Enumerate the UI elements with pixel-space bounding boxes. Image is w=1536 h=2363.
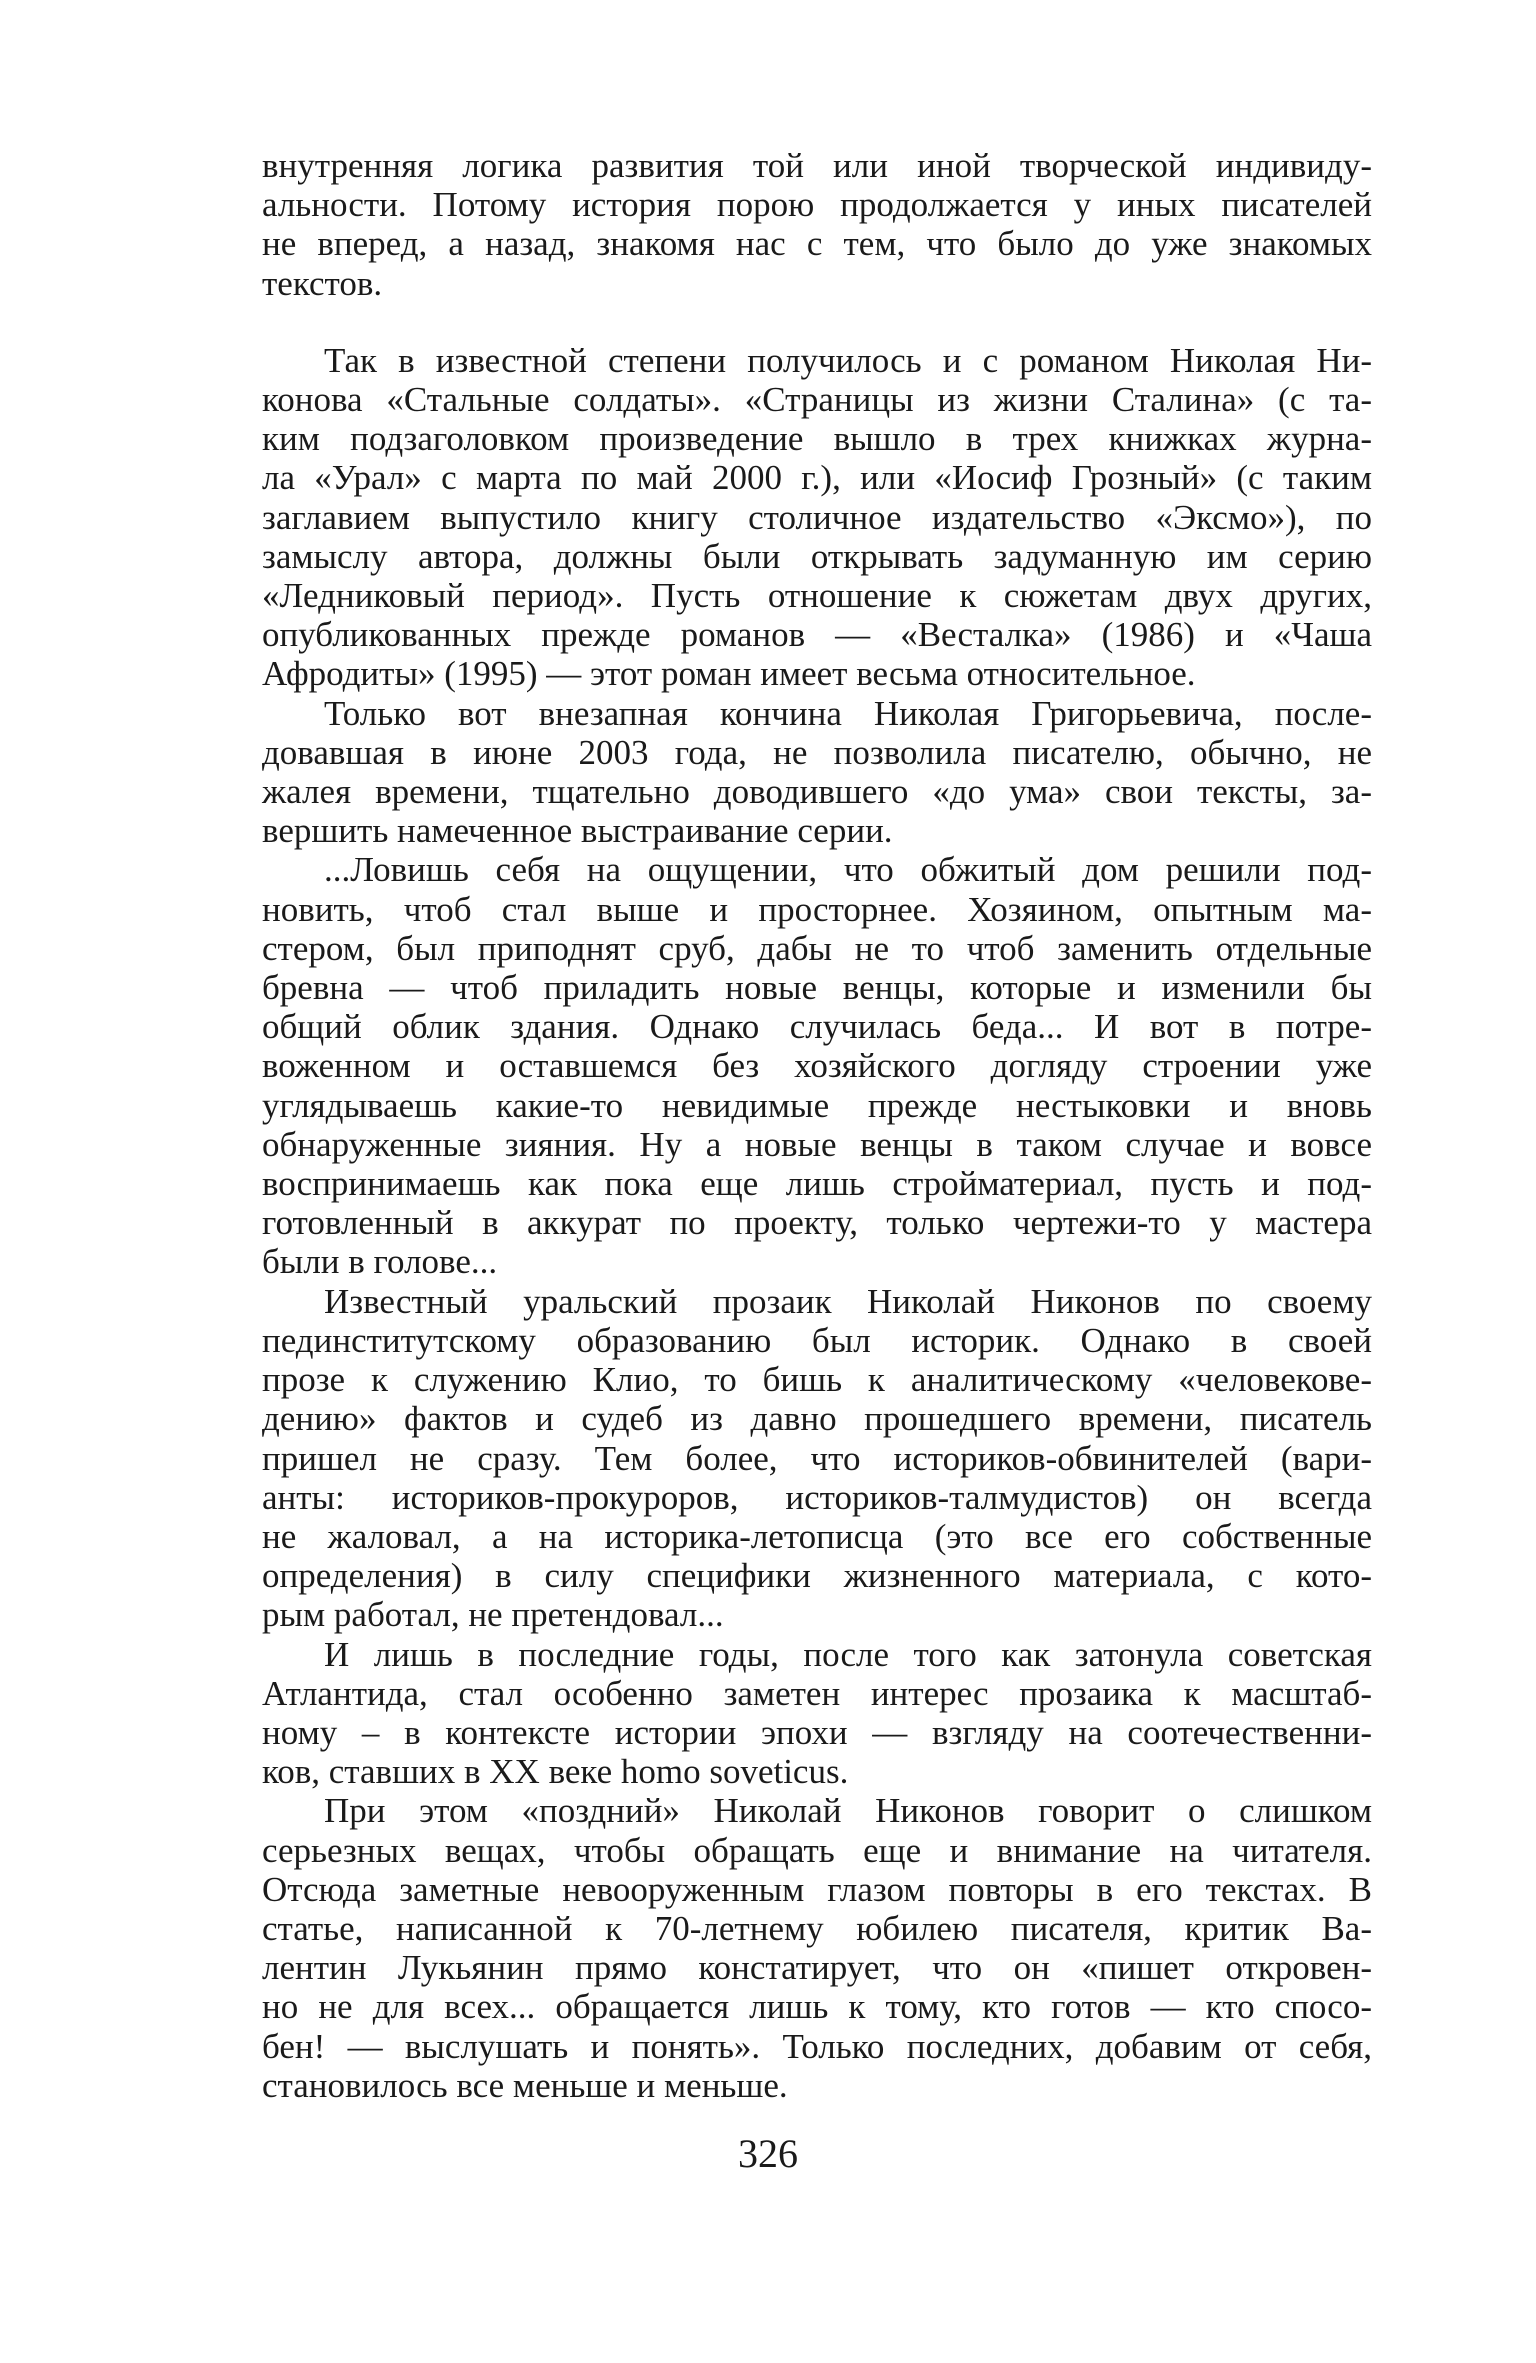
text-line: не вперед, а назад, знакомя нас с тем, что было до уже знакомых: [262, 224, 1372, 264]
text-line: определения) в силу специфики жизненного материала, с кото-: [262, 1556, 1372, 1596]
text-line: внутренняя логика развития той или иной творческой индивиду-: [262, 146, 1372, 185]
text-line: не жаловал, а на историка-летописца (это все его собственные: [262, 1516, 1372, 1556]
text-line: воженном и оставшемся без хозяйского догляду строении уже: [262, 1046, 1372, 1086]
text-line: лентин Лукьянин прямо констатирует, что он «пишет откровен-: [262, 1948, 1372, 1988]
paragraph: [262, 1282, 1372, 1635]
text-line: Афродиты» (1995) — этот роман имеет весьма относительное.: [262, 654, 1196, 694]
text-line: прозе к служению Клио, то бишь к аналитическому «человекове-: [262, 1360, 1372, 1400]
text-line: пединститутскому образованию был историк. Однако в своей: [262, 1320, 1372, 1360]
text-line: углядываешь какие-то невидимые прежде нестыковки и вновь: [262, 1085, 1372, 1125]
text-line: Так в известной степени получилось и с романом Николая Ни-: [324, 340, 1372, 380]
paragraph: [262, 850, 1372, 1281]
text-line: ков, ставших в XX веке homo soveticus.: [262, 1752, 849, 1792]
page-number: 326: [738, 2131, 798, 2176]
paragraph: [262, 341, 1372, 694]
text-line: были в голове...: [262, 1242, 498, 1282]
paragraph: [262, 1791, 1372, 2105]
text-line: ла «Урал» с марта по май 2000 г.), или «Иосиф Грозный» (с таким: [262, 458, 1372, 498]
text-line: Отсюда заметные невооруженным глазом повторы в его текстах. В: [262, 1869, 1372, 1909]
text-line: альности. Потому история порою продолжается у иных писателей: [262, 185, 1372, 225]
text-line: пришел не сразу. Тем более, что историков-обвинителей (вари-: [262, 1438, 1372, 1478]
text-line: опубликованных прежде романов — «Весталка» (1986) и «Чаша: [262, 615, 1372, 655]
paragraph: [262, 146, 1372, 303]
text-line: дению» фактов и судеб из давно прошедшего времени, писатель: [262, 1399, 1372, 1439]
text-line: вершить намеченное выстраивание серии.: [262, 811, 893, 851]
text-line: «Ледниковый период». Пусть отношение к сюжетам двух других,: [262, 576, 1372, 616]
text-line: довавшая в июне 2003 года, не позволила писателю, обычно, не: [262, 732, 1372, 772]
book-page-text: [262, 146, 1372, 2105]
paragraph: [262, 1635, 1372, 1792]
text-line: новить, чтоб стал выше и просторнее. Хозяином, опытным ма-: [262, 889, 1372, 929]
text-line: рым работал, не претендовал...: [262, 1595, 724, 1635]
text-line: анты: историков-прокуроров, историков-талмудистов) он всегда: [262, 1477, 1372, 1517]
text-line: конова «Стальные солдаты». «Страницы из жизни Сталина» (с та-: [262, 380, 1372, 420]
text-line: обнаруженные зияния. Ну а новые венцы в таком случае и вовсе: [262, 1124, 1372, 1164]
text-line: становилось все меньше и меньше.: [262, 2065, 788, 2105]
text-line: Только вот внезапная кончина Николая Григорьевича, после-: [324, 693, 1372, 733]
text-line: И лишь в последние годы, после того как затонула советская: [324, 1634, 1372, 1674]
text-line: бревна — чтоб приладить новые венцы, которые и изменили бы: [262, 968, 1372, 1008]
text-line: При этом «поздний» Николай Никонов говорит о слишком: [324, 1791, 1372, 1831]
text-line: ...Ловишь себя на ощущении, что обжитый дом решили под-: [324, 850, 1372, 890]
text-line: Известный уральский прозаик Николай Никонов по своему: [324, 1281, 1372, 1321]
text-line: стером, был приподнят сруб, дабы не то чтоб заменить отдельные: [262, 928, 1372, 968]
text-line: статье, написанной к 70-летнему юбилею писателя, критик Ва-: [262, 1908, 1372, 1948]
text-line: готовленный в аккурат по проекту, только чертежи-то у мастера: [262, 1203, 1372, 1243]
text-line: ному – в контексте истории эпохи — взгляду на соотечественни-: [262, 1712, 1372, 1752]
paragraph: [262, 694, 1372, 851]
text-line: Атлантида, стал особенно заметен интерес прозаика к масштаб-: [262, 1673, 1372, 1713]
text-line: общий облик здания. Однако случилась беда... И вот в потре-: [262, 1007, 1372, 1047]
text-line: но не для всех... обращается лишь к тому, кто готов — кто спосо-: [262, 1987, 1372, 2027]
text-line: замыслу автора, должны были открывать задуманную им серию: [262, 536, 1372, 576]
text-line: бен! — выслушать и понять». Только последних, добавим от себя,: [262, 2026, 1372, 2066]
text-line: воспринимаешь как пока еще лишь стройматериал, пусть и под-: [262, 1164, 1372, 1204]
text-line: жалея времени, тщательно доводившего «до ума» свои тексты, за-: [262, 772, 1372, 812]
text-line: текстов.: [262, 263, 383, 303]
text-line: заглавием выпустило книгу столичное издательство «Эксмо»), по: [262, 497, 1372, 537]
text-line: ким подзаголовком произведение вышло в трех книжках журна-: [262, 419, 1372, 459]
text-line: серьезных вещах, чтобы обращать еще и внимание на читателя.: [262, 1830, 1372, 1870]
